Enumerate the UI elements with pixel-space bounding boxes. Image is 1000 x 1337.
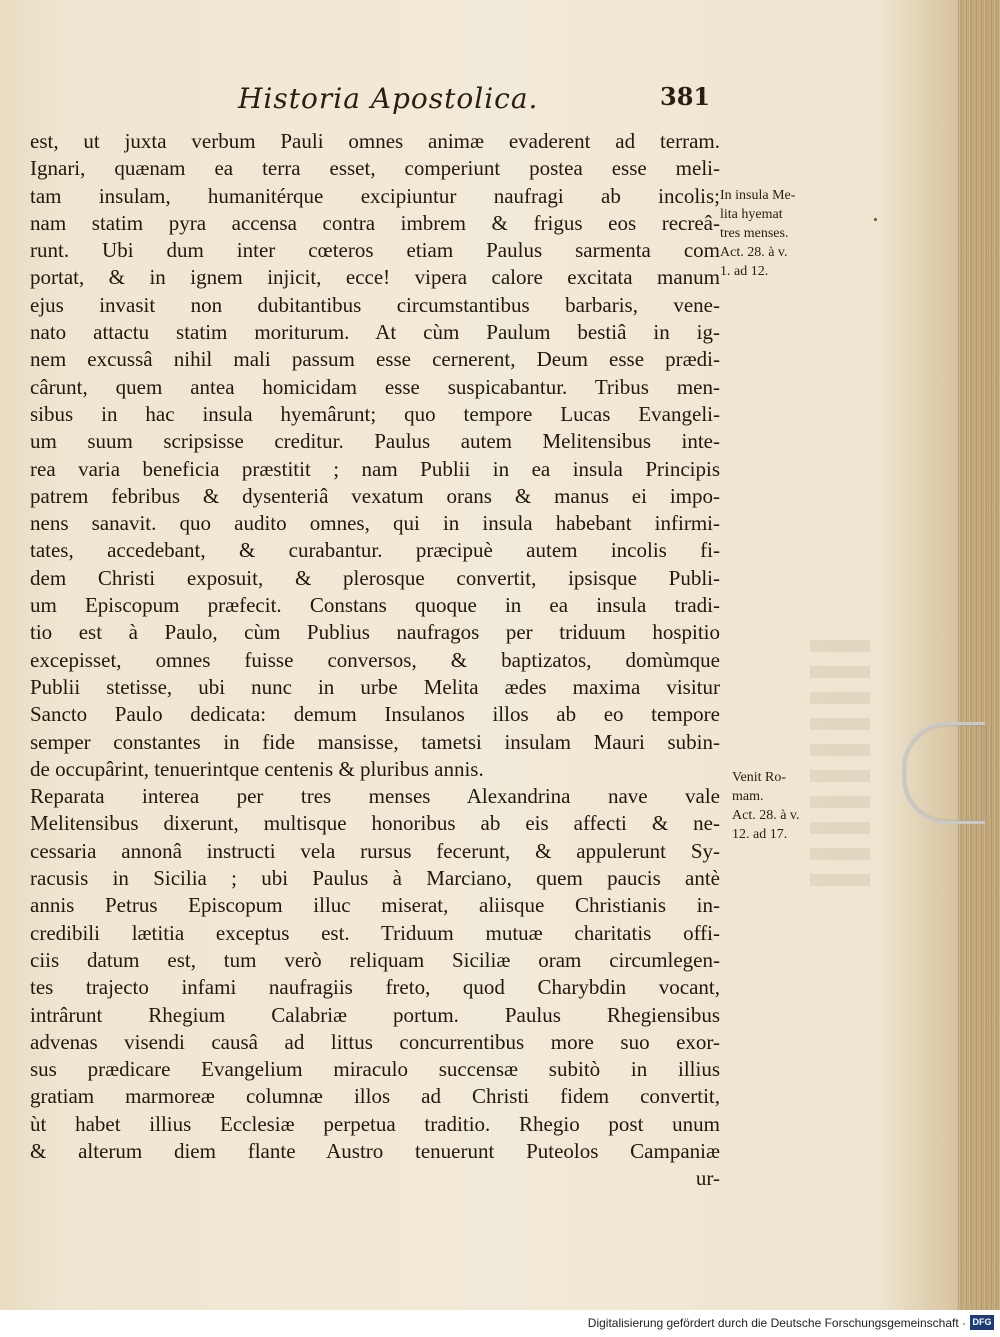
text-line: excepisset, omnes fuisse conversos, & baptizatos, domùmque	[30, 647, 720, 672]
margin-note-line: Act. 28. à v.	[720, 245, 788, 260]
text-line: de occupârint, tenuerintque centenis & pluribus annis.	[30, 756, 484, 781]
text-line: credibili lætitia exceptus est. Triduum mutuæ charitatis offi-	[30, 920, 720, 945]
text-line: Publii stetisse, ubi nunc in urbe Melita ædes maxima visitur	[30, 674, 720, 699]
text-line: racusis in Sicilia ; ubi Paulus à Marciano, quem paucis antè	[30, 866, 720, 891]
text-line: ciis datum est, tum verò reliquam Siciliæ oram circumlegen-	[30, 947, 720, 972]
text-line: tam insulam, humanitérque excipiuntur naufragi ab incolis;	[30, 183, 720, 208]
catchword: ur-	[695, 1166, 720, 1191]
text-line: sibus in hac insula hyemârunt; quo tempore Lucas Evangeli-	[30, 401, 720, 426]
text-line: semper constantes in fide mansisse, tametsi insulam Mauri subin-	[30, 729, 720, 754]
text-line: annis Petrus Episcopum illuc miserat, aliisque Christianis in-	[30, 893, 720, 918]
margin-note-line: Act. 28. à v.	[732, 808, 800, 823]
text-line: Melitensibus dixerunt, multisque honoribus ab eis affecti & ne-	[30, 811, 720, 836]
text-line: cessaria annonâ instructi vela rursus fecerunt, & appulerunt Sy-	[30, 838, 720, 863]
text-line: Sancto Paulo dedicata: demum Insulanos illos ab eo tempore	[30, 702, 720, 727]
text-line: nam statim pyra accensa contra imbrem & frigus eos recreâ-	[30, 210, 720, 235]
text-line: cârunt, quem antea homicidam esse suspicabantur. Tribus men-	[30, 374, 720, 399]
text-line: patrem febribus & dysenteriâ vexatum orans & manus ei impo-	[30, 483, 720, 508]
text-line: advenas visendi causâ ad littus concurrentibus more suo exor-	[30, 1029, 720, 1054]
footer-credit: Digitalisierung gefördert durch die Deutsche Forschungsgemeinschaft ·	[587, 1316, 966, 1330]
text-line: Reparata interea per tres menses Alexandrina nave vale	[30, 784, 720, 809]
margin-note-line: In insula Me-	[720, 188, 796, 203]
margin-note-hyemat	[720, 186, 795, 281]
margin-note-line: 12. ad 17.	[732, 827, 788, 842]
margin-note-line: tres menses.	[720, 226, 789, 241]
text-line: intrârunt Rhegium Calabriæ portum. Paulus Rhegiensibus	[30, 1002, 720, 1027]
text-line: tes trajecto infami naufragiis freto, quod Charybdin vocant,	[30, 975, 720, 1000]
text-line: sus prædicare Evangelium miraculo succensæ subitò in illius	[30, 1057, 720, 1082]
text-line: nem excussâ nihil mali passum esse cernerent, Deum esse prædi-	[30, 347, 720, 372]
margin-note-line: 1. ad 12.	[720, 264, 769, 279]
margin-note-venit-romam	[732, 768, 800, 844]
text-line: runt. Ubi dum inter cœteros etiam Paulus sarmenta com	[30, 238, 720, 263]
text-line: tio est à Paulo, cùm Publius naufragos per triduum hospitio	[30, 620, 720, 645]
paper-clip	[902, 722, 985, 824]
text-line: Ignari, quænam ea terra esset, comperiunt postea esse meli-	[30, 156, 720, 181]
footer-bar	[0, 1310, 1000, 1337]
dfg-logo: DFG	[970, 1315, 994, 1330]
running-head-title: Historia Apostolica.	[238, 82, 539, 115]
text-line: portat, & in ignem injicit, ecce! vipera calore excitata manum	[30, 265, 720, 290]
body-text	[30, 128, 720, 1193]
text-line: nato attactu statim moriturum. At cùm Paulum bestiâ in ig-	[30, 320, 720, 345]
text-line: gratiam marmoreæ columnæ illos ad Christi fidem convertit,	[30, 1084, 720, 1109]
margin-note-line: Venit Ro-	[732, 770, 787, 785]
page-edge	[958, 0, 1000, 1310]
text-line: tates, accedebant, & curabantur. præcipuè autem incolis fi-	[30, 538, 720, 563]
bleed-through-text	[810, 640, 870, 900]
text-line: nens sanavit. quo audito omnes, qui in insula habebant infirmi-	[30, 511, 720, 536]
text-line: ùt habet illius Ecclesiæ perpetua traditio. Rhegio post unum	[30, 1111, 720, 1136]
text-line: um Episcopum præfecit. Constans quoque in ea insula tradi-	[30, 593, 720, 618]
text-line: um suum scripsisse creditur. Paulus autem Melitensibus inte-	[30, 429, 720, 454]
text-line: & alterum diem flante Austro tenuerunt Puteolos Campaniæ	[30, 1138, 720, 1163]
margin-note-line: lita hyemat	[720, 207, 783, 222]
running-head	[238, 82, 718, 118]
text-line: ejus invasit non dubitantibus circumstantibus barbaris, vene-	[30, 292, 720, 317]
margin-note-line: mam.	[732, 789, 764, 804]
page-number: 381	[660, 82, 711, 111]
text-line: rea varia beneficia præstitit ; nam Publii in ea insula Principis	[30, 456, 720, 481]
text-line: est, ut juxta verbum Pauli omnes animæ evaderent ad terram.	[30, 129, 720, 153]
text-line: dem Christi exposuit, & plerosque convertit, ipsisque Publi-	[30, 565, 720, 590]
ink-spot	[874, 218, 877, 221]
